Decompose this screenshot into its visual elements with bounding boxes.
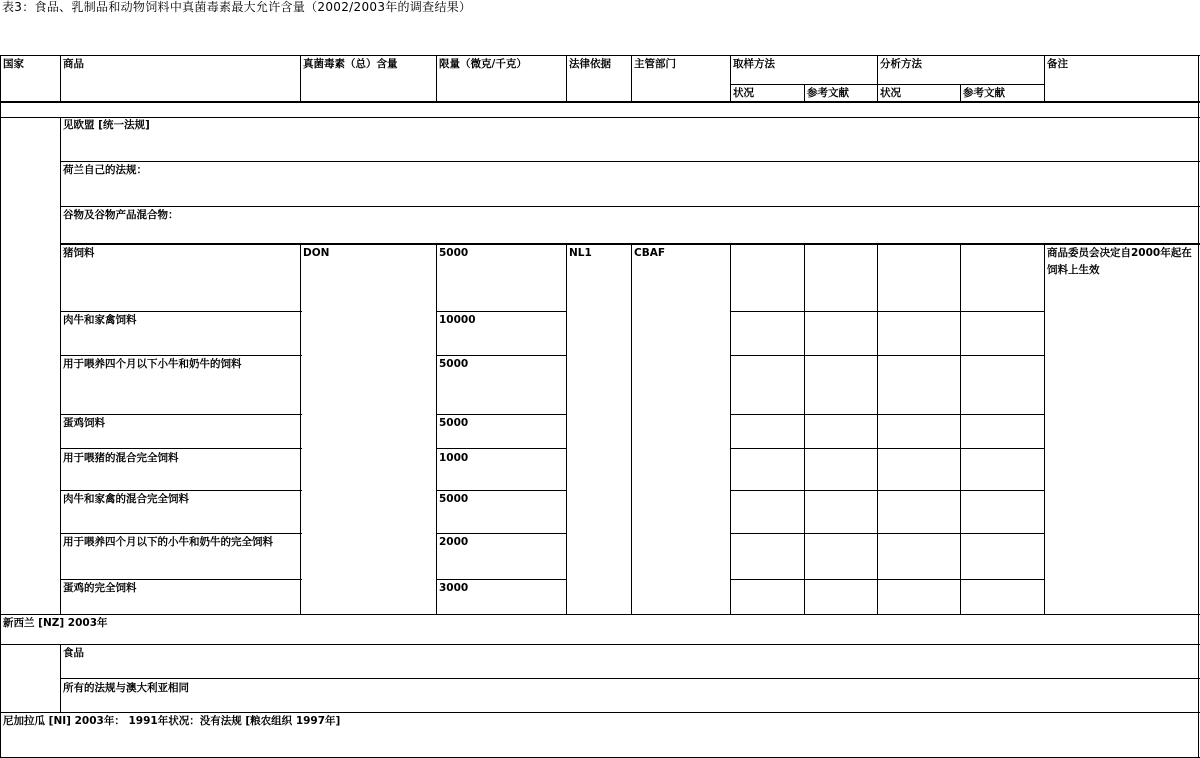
header-sampling-status: 状况: [733, 87, 754, 99]
remark-cell: 商品委员会决定自2000年起在饲料上生效: [1047, 247, 1192, 276]
header-analysis-reference: 参考文献: [963, 87, 1005, 99]
eu-reference-note: 见欧盟 [统一法规]: [63, 119, 150, 131]
table-caption: 表3：食品、乳制品和动物饲料中真菌毒素最大允许含量（2002/2003年的调查结果）: [2, 0, 472, 14]
authority-cell: CBAF: [634, 247, 666, 259]
commodity-cell: 蛋鸡饲料: [63, 417, 105, 429]
limit-cell: 1000: [439, 452, 469, 464]
header-commodity: 商品: [63, 58, 84, 70]
limit-cell: 10000: [439, 314, 476, 326]
header-country: 国家: [3, 58, 24, 70]
country-header-new-zealand: 新西兰 [NZ] 2003年: [3, 617, 108, 629]
legal-basis-cell: NL1: [569, 247, 592, 259]
commodity-cell: 用于喂养四个月以下小牛和奶牛的饲料: [63, 358, 242, 370]
header-remarks: 备注: [1047, 58, 1068, 70]
limit-cell: 3000: [439, 582, 469, 594]
header-mycotoxin: 真菌毒素（总）含量: [303, 58, 398, 70]
header-analysis-status: 状况: [880, 87, 901, 99]
header-analysis: 分析方法: [880, 58, 922, 70]
limit-cell: 5000: [439, 358, 469, 370]
limit-cell: 5000: [439, 247, 469, 259]
limit-cell: 2000: [439, 536, 469, 548]
country-header-nicaragua: 尼加拉瓜 [NI] 2003年： 1991年状况：没有法规 [粮农组织 1997年]: [3, 715, 341, 727]
header-sampling: 取样方法: [733, 58, 775, 70]
new-zealand-food: 食品: [63, 647, 84, 659]
commodity-cell: 蛋鸡的完全饲料: [63, 582, 137, 594]
own-rules-note: 荷兰自己的法规：: [63, 164, 147, 176]
toxin-cell: DON: [303, 247, 330, 259]
header-legal-basis: 法律依据: [569, 58, 611, 70]
cereals-note: 谷物及谷物产品混合物：: [63, 209, 179, 221]
header-authority: 主管部门: [634, 58, 676, 70]
commodity-cell: 猪饲料: [63, 247, 95, 259]
commodity-cell: 肉牛和家禽的混合完全饲料: [63, 493, 189, 505]
header-sampling-reference: 参考文献: [807, 87, 849, 99]
limit-cell: 5000: [439, 417, 469, 429]
new-zealand-note: 所有的法规与澳大利亚相同: [63, 682, 189, 694]
commodity-cell: 用于喂猪的混合完全饲料: [63, 452, 179, 464]
header-limit: 限量（微克/千克）: [439, 58, 527, 70]
commodity-cell: 用于喂养四个月以下的小牛和奶牛的完全饲料: [63, 536, 273, 548]
commodity-cell: 肉牛和家禽饲料: [63, 314, 137, 326]
limit-cell: 5000: [439, 493, 469, 505]
